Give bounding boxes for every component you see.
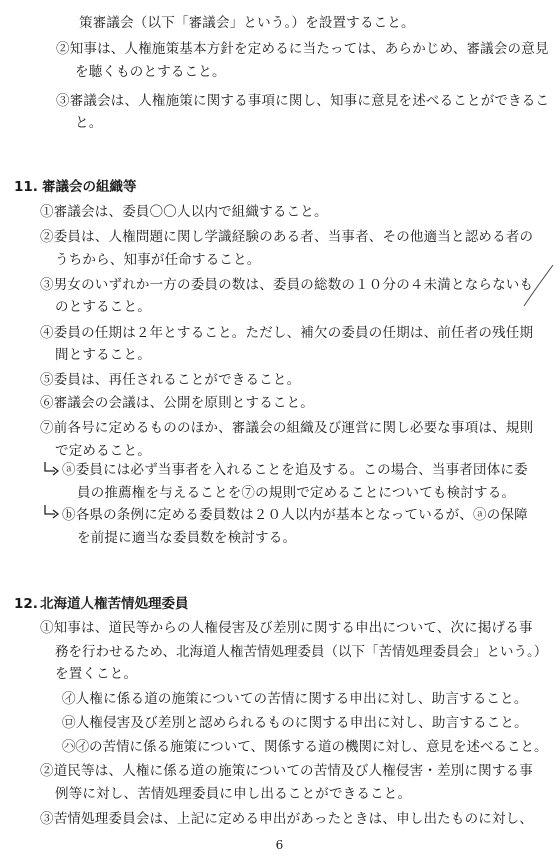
intro-item-3-cont: と。 xyxy=(75,115,103,131)
section-11-number: 11. xyxy=(14,179,38,195)
s11-item-7: ⑦前各号に定めるもののほか、審議会の組織及び運営に関し必要な事項は、規則 xyxy=(40,420,534,436)
s12-item-1: ①知事は、道民等からの人権侵害及び差別に関する申出について、次に掲げる事 xyxy=(40,620,533,636)
s11-item-1: ①審議会は、委員〇〇人以内で組織すること。 xyxy=(40,204,328,220)
s11-item-4: ④委員の任期は２年とすること。ただし、補欠の委員の任期は、前任者の残任期 xyxy=(40,325,534,341)
page-number: 6 xyxy=(275,838,284,852)
s11-item-6: ⑥審議会の会議は、公開を原則とすること。 xyxy=(40,395,314,411)
s12-subitem-i: ㋑人権に係る道の施策についての苦情に関する申出に対し、助言すること。 xyxy=(62,691,528,707)
s12-item-2-cont: 例等に対し、苦情処理委員に申し出ることができること。 xyxy=(55,786,412,802)
s11-item-2: ②委員は、人権問題に関し学識経験のある者、当事者、その他適当と認める者の xyxy=(40,229,534,245)
s11-note-a: ⓐ委員には必ず当事者を入れることを追及する。この場合、当事者団体に委 xyxy=(62,462,528,478)
s11-note-b: ⓑ各県の条例に定める委員数は２０人以内が基本となっているが、ⓐの保障 xyxy=(62,507,528,523)
s11-item-3-cont: のとすること。 xyxy=(55,299,151,315)
intro-line-1: 策審議会（以下「審議会」という。）を設置すること。 xyxy=(79,15,415,31)
s12-item-1-cont-1: 務を行わせるため、北海道人権苦情処理委員（以下「苦情処理委員会」という。） xyxy=(55,644,548,660)
s11-note-a-cont: 員の推薦権を与えることを⑦の規則で定めることについても検討する。 xyxy=(77,485,516,501)
s12-subitem-ro: ㋺人権侵害及び差別と認められるものに関する申出に対し、助言すること。 xyxy=(62,715,528,731)
section-12-number: 12. xyxy=(14,596,38,612)
s12-item-2: ②道民等は、人権に係る道の施策についての苦情及び人権侵害・差別に関する事 xyxy=(40,763,533,779)
section-12-title: 北海道人権苦情処理委員 xyxy=(40,596,189,612)
s12-item-1-cont-2: を置くこと。 xyxy=(55,666,138,682)
s11-item-5: ⑤委員は、再任されることができること。 xyxy=(40,372,301,388)
intro-item-3: ③審議会は、人権施策に関する事項に関し、知事に意見を述べることができるこ xyxy=(56,93,550,109)
s12-item-3: ③苦情処理委員会は、上記に定める申出があったときは、申し出たものに対し、 xyxy=(40,811,534,827)
s11-note-b-cont: を前提に適当な委員数を検討する。 xyxy=(77,530,297,546)
s11-item-3: ③男女のいずれか一方の委員の数は、委員の総数の１０分の４未満とならないも xyxy=(40,277,534,293)
s11-item-4-cont: 間とすること。 xyxy=(55,347,151,363)
s11-item-2-cont: うちから、知事が任命すること。 xyxy=(55,252,261,268)
margin-check-mark-icon xyxy=(520,262,556,310)
note-a-arrow-icon xyxy=(43,460,61,476)
s12-subitem-ha: ㋩㋑の苦情に係る施策について、関係する道の機関に対し、意見を述べること。 xyxy=(62,739,548,755)
section-11-title: 審議会の組織等 xyxy=(42,179,137,195)
intro-item-2-cont: を聴くものとすること。 xyxy=(75,64,226,80)
note-b-arrow-icon xyxy=(43,503,61,519)
s11-item-7-cont: で定めること。 xyxy=(55,443,151,459)
intro-item-2: ②知事は、人権施策基本方針を定めるに当たっては、あらかじめ、審議会の意見 xyxy=(56,41,549,57)
